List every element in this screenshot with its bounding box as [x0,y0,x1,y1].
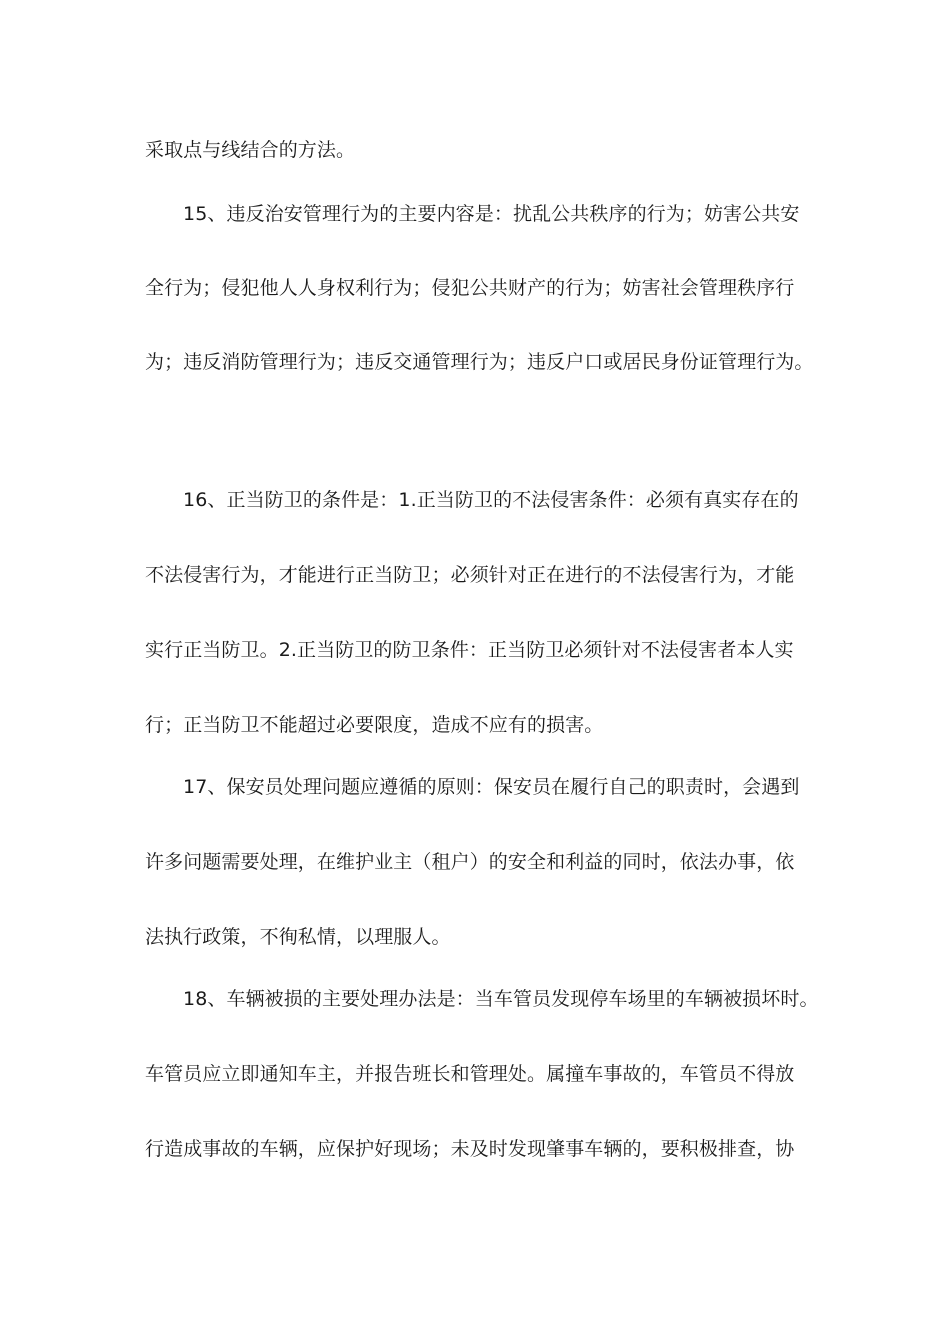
text-line: 法执行政策，不徇私情，以理服人。 [145,926,451,948]
text-line: 行造成事故的车辆，应保护好现场；未及时发现肇事车辆的，要积极排查，协 [145,1138,795,1160]
paragraph-18-line: 18、车辆被损的主要处理办法是：当车管员发现停车场里的车辆被损坏时。 [183,988,819,1010]
text-line: 不法侵害行为，才能进行正当防卫；必须针对正在进行的不法侵害行为，才能 [145,564,795,586]
text-line: 全行为；侵犯他人人身权利行为；侵犯公共财产的行为；妨害社会管理秩序行 [145,277,795,299]
paragraph-15-line: 15、违反治安管理行为的主要内容是：扰乱公共秩序的行为；妨害公共安 [183,203,800,225]
paragraph-16-line: 16、正当防卫的条件是：1.正当防卫的不法侵害条件：必须有真实存在的 [183,489,799,511]
text-line: 行；正当防卫不能超过必要限度，造成不应有的损害。 [145,714,604,736]
text-line: 许多问题需要处理，在维护业主（租户）的安全和利益的同时，依法办事，依 [145,851,795,873]
text-line: 车管员应立即通知车主，并报告班长和管理处。属撞车事故的，车管员不得放 [145,1063,795,1085]
text-line: 采取点与线结合的方法。 [145,139,356,161]
text-line: 为；违反消防管理行为；违反交通管理行为；违反户口或居民身份证管理行为。 [145,351,814,373]
paragraph-17-line: 17、保安员处理问题应遵循的原则：保安员在履行自己的职责时，会遇到 [183,776,800,798]
text-line: 实行正当防卫。2.正当防卫的防卫条件：正当防卫必须针对不法侵害者本人实 [145,639,794,661]
